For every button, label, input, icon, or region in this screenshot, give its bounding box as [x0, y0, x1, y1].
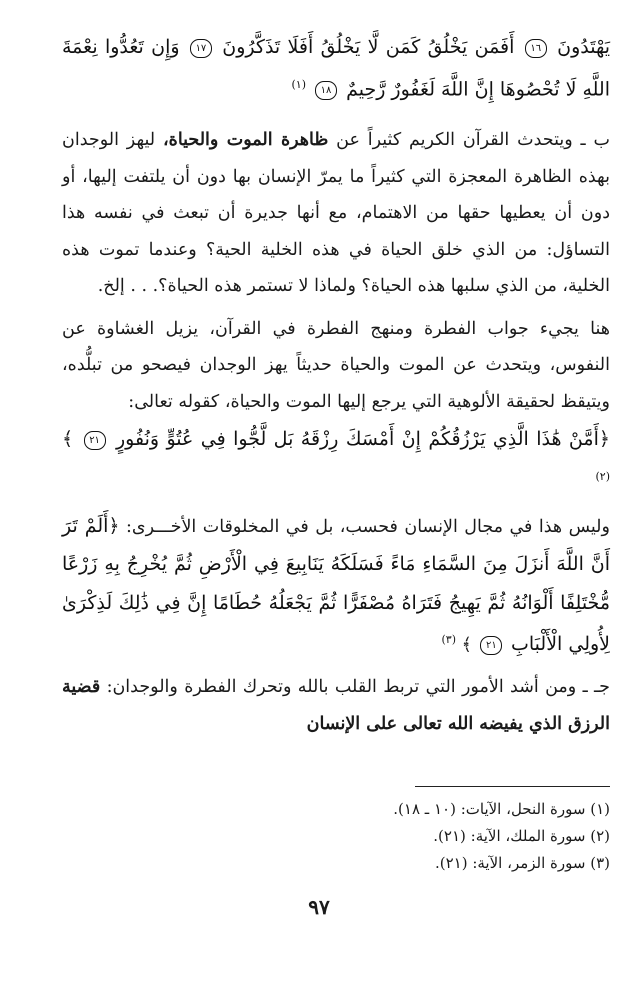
verse-number-marker: ١٦: [525, 39, 547, 58]
footnote-2: (٢) سورة الملك، الآية: (٢١).: [433, 827, 610, 845]
paragraph-b: [62, 122, 610, 305]
quran-bracket: ﴾: [62, 428, 74, 451]
verse-number-marker: ١٧: [190, 39, 212, 58]
paragraph-text: جـ ـ ومن أشد الأمور التي تربط القلب بالله وتحرك الفطرة والوجدان:: [106, 677, 610, 698]
footnote-divider: [415, 786, 610, 787]
page-number: ٩٧: [308, 895, 330, 919]
paragraph-hunna: [62, 311, 610, 421]
highlighted-phrase: ظاهرة الموت والحياة،: [163, 130, 329, 151]
paragraph-laysa: [62, 507, 610, 664]
footnote-reference: (١): [291, 78, 306, 91]
quran-block-nahl: [62, 28, 610, 108]
paragraph-text: وليس هذا في مجال الإنسان فحسب، بل في المخلوقات الأخـــرى:: [126, 516, 610, 537]
page-body: [62, 28, 610, 742]
quran-text: وَإِن تَعُدُّوا: [104, 36, 180, 58]
quran-inline-zumar: ﴿أَلَمْ تَرَ أَنَّ اللَّهَ أَنزَلَ مِنَ السَّمَاءِ مَاءً فَسَلَكَهُ يَنَابِيعَ فِي الْأَرْضِ ثُمَّ يُخْرِجُ بِهِ زَرْعًا مُّخْتَلِفًا أَلْوَانُهُ ثُمَّ يَهِيجُ فَتَرَاهُ مُصْفَرًّا ثُمَّ يَجْعَلُهُ حُطَامًا إِنَّ فِي ذَٰلِكَ لَذِكْرَىٰ لِأُولِي الْأَلْبَابِ: [62, 514, 610, 655]
paragraph-text: ب ـ ويتحدث القرآن الكريم كثيراً عن: [336, 130, 610, 151]
footnote-reference: (٢): [595, 470, 610, 484]
paragraph-text: ليهز الوجدان بهذه الظاهرة المعجزة التي كثيراً ما يمرّ الإنسان بها دون أن يلتفت إليها، أو دون أن يعطيها حقها من الاهتمام، مع أنها جديرة أن تبعث في نفسه هذا التساؤل: من الذي خلق الحياة في هذه الخلية الحية؟ وعندما تموت هذه الخلية، من الذي سلبها هذه الحياة؟ ولماذا لا تستمر هذه الحياة؟. . . إلخ.: [62, 130, 610, 297]
paragraph-j: [62, 669, 610, 742]
highlighted-phrase: قضية الرزق الذي يفيضه الله تعالى على الإنسان: [62, 677, 610, 734]
verse-number-marker: ١٨: [315, 81, 337, 100]
quran-text: يَهْتَدُونَ: [557, 36, 611, 58]
quran-block-mulk: [62, 420, 610, 500]
quran-bracket: ﴾: [461, 634, 472, 655]
footnote-1: (١) سورة النحل، الآيات: (١٠ ـ ١٨).: [393, 800, 610, 818]
verse-number-marker: ٢١: [84, 431, 106, 450]
paragraph-text: هنا يجيء جواب الفطرة ومنهج الفطرة في القرآن، يزيل الغشاوة عن النفوس، ويتحدث عن الموت والحياة حديثاً يهز الوجدان فيصحو من تبلُّده، ويتيقظ لحقيقة الألوهية التي يرجع إليها الموت والحياة، كقوله تعالى:: [62, 318, 610, 412]
quran-text: أَفَمَن يَخْلُقُ كَمَن لَّا يَخْلُقُ أَفَلَا تَذَكَّرُونَ: [222, 36, 515, 58]
quran-text: ﴿أَمَّنْ هَٰذَا الَّذِي يَرْزُقُكُمْ إِنْ أَمْسَكَ رِزْقَهُ بَل لَّجُّوا فِي عُتُوٍّ وَنُفُورٍ: [115, 428, 610, 451]
footnote-reference: (٣): [441, 633, 456, 647]
quran-text: نِعْمَةَ اللَّهِ لَا تُحْصُوهَا إِنَّ اللَّهَ لَغَفُورٌ رَّحِيمٌ: [62, 36, 610, 101]
footnote-3: (٣) سورة الزمر، الآية: (٢١).: [434, 854, 610, 872]
footnotes: [393, 796, 610, 877]
verse-number-marker: ٢١: [480, 636, 502, 655]
